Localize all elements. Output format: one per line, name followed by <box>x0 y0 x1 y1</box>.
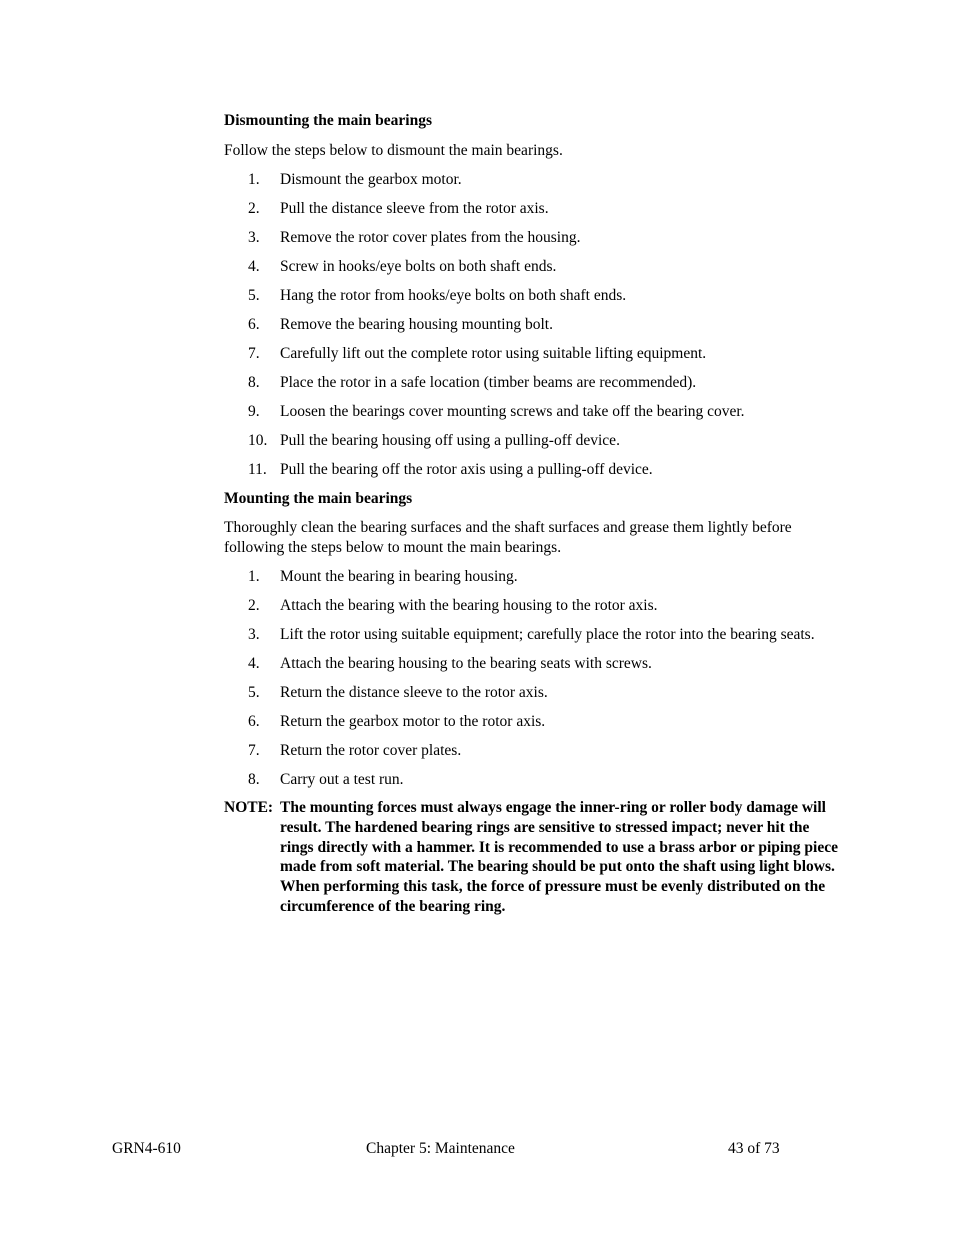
list-item: 9. Loosen the bearings cover mounting screws and take off the bearing cover. <box>248 403 745 420</box>
footer-chapter: Chapter 5: Maintenance <box>366 1140 515 1157</box>
list-item: 5. Return the distance sleeve to the rotor axis. <box>248 684 548 701</box>
list-item: 1. Dismount the gearbox motor. <box>248 171 462 188</box>
list-item: 6. Return the gearbox motor to the rotor axis. <box>248 713 546 730</box>
list-item: 1. Mount the bearing in bearing housing. <box>248 568 518 585</box>
list-item: 10. Pull the bearing housing off using a pulling-off device. <box>248 432 620 449</box>
list-item: 7. Carefully lift out the complete rotor using suitable lifting equipment. <box>248 345 707 362</box>
list-item: 4. Attach the bearing housing to the bearing seats with screws. <box>248 655 652 672</box>
list-item: 11. Pull the bearing off the rotor axis using a pulling-off device. <box>248 461 653 478</box>
list-item: 3. Remove the rotor cover plates from the housing. <box>248 229 581 246</box>
page-content <box>224 111 839 917</box>
list-item: 6. Remove the bearing housing mounting bolt. <box>248 316 553 333</box>
list-item: 2. Pull the distance sleeve from the rotor axis. <box>248 200 549 217</box>
footer-doc-id: GRN4-610 <box>112 1140 181 1157</box>
note-label: NOTE: <box>224 799 274 816</box>
list-item: 8. Carry out a test run. <box>248 771 404 788</box>
list-item: 4. Screw in hooks/eye bolts on both shaft ends. <box>248 258 557 275</box>
steps-list-dismounting <box>224 170 839 480</box>
list-item: 7. Return the rotor cover plates. <box>248 742 462 759</box>
section-heading-dismounting: Dismounting the main bearings <box>224 112 432 129</box>
footer-page-number: 43 of 73 <box>728 1140 780 1157</box>
section-heading-mounting: Mounting the main bearings <box>224 490 413 507</box>
note-text: The mounting forces must always engage the inner-ring or roller body damage will result. The hardened bearing rings are sensitive to stressed impact; never hit the rings directly with a hammer. It is recommended to use a brass arbor or piping piece made from soft material. The bearing should be put onto the shaft using light blows. When performing this task, the force of pressure must be evenly distributed on the circumference of the bearing ring. <box>280 799 838 915</box>
steps-list-mounting <box>224 567 839 790</box>
section-intro-mounting: Thoroughly clean the bearing surfaces and the shaft surfaces and grease them lightly before following the steps below to mount the main bearings. <box>224 519 792 556</box>
list-item: 3. Lift the rotor using suitable equipment; carefully place the rotor into the bearing seats. <box>248 626 815 643</box>
note-block <box>224 798 839 917</box>
list-item: 8. Place the rotor in a safe location (timber beams are recommended). <box>248 374 697 391</box>
list-item: 2. Attach the bearing with the bearing housing to the rotor axis. <box>248 597 658 614</box>
section-intro-dismounting: Follow the steps below to dismount the main bearings. <box>224 142 563 159</box>
list-item: 5. Hang the rotor from hooks/eye bolts on both shaft ends. <box>248 287 627 304</box>
